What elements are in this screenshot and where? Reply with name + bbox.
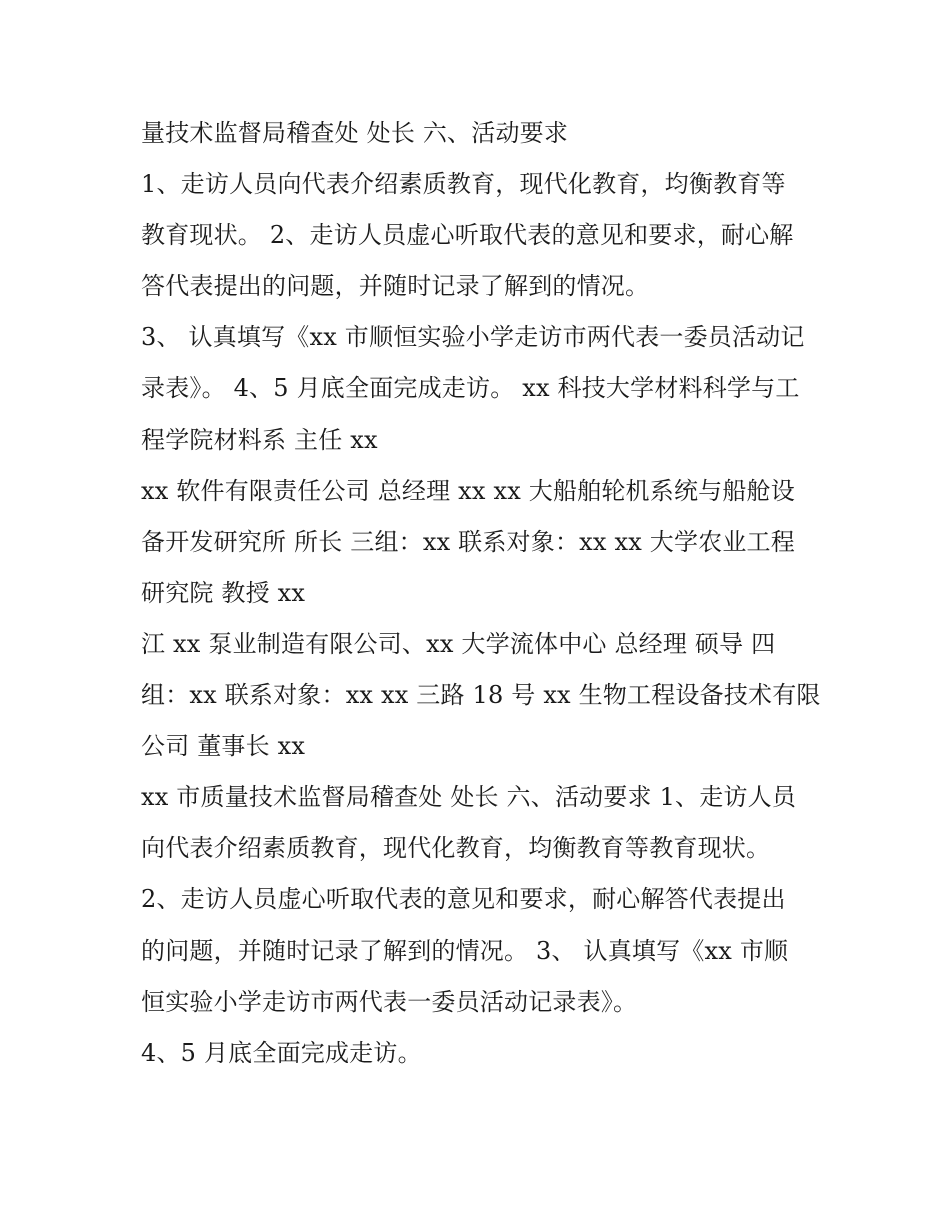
text-line: 量技术监督局稽查处 处长 六、活动要求 (141, 119, 569, 147)
text-line: 4、5 月底全面完成走访。 (141, 1038, 422, 1067)
text-line: 研究院 教授 xx (141, 578, 306, 607)
text-line: 程学院材料系 主任 xx (141, 425, 378, 454)
text-line: 2、走访人员虚心听取代表的意见和要求，耐心解答代表提出 (141, 885, 786, 914)
text-line: 备开发研究所 所长 三组：xx 联系对象：xx xx 大学农业工程 (141, 527, 795, 556)
text-line: xx 软件有限责任公司 总经理 xx xx 大船舶轮机系统与船舱设 (141, 476, 795, 505)
document-body (141, 108, 821, 1079)
text-line: 组：xx 联系对象：xx xx 三路 18 号 xx 生物工程设备技术有限 (141, 681, 821, 710)
text-line: 1、走访人员向代表介绍素质教育，现代化教育，均衡教育等 (141, 170, 786, 199)
text-line: 恒实验小学走访市两代表一委员活动记录表》。 (141, 987, 638, 1016)
text-line: 录表》。 4、5 月底全面完成走访。 xx 科技大学材料科学与工 (141, 374, 800, 403)
text-line: xx 市质量技术监督局稽查处 处长 六、活动要求 1、走访人员 (141, 783, 797, 812)
text-line: 公司 董事长 xx (141, 732, 306, 761)
text-line: 江 xx 泵业制造有限公司、xx 大学流体中心 总经理 硕导 四 (141, 629, 776, 658)
text-line: 的问题，并随时记录了解到的情况。 3、 认真填写《xx 市顺 (141, 936, 789, 965)
text-line: 教育现状。 2、走访人员虚心听取代表的意见和要求，耐心解 (141, 221, 794, 250)
text-line: 3、 认真填写《xx 市顺恒实验小学走访市两代表一委员活动记 (141, 323, 805, 352)
text-line: 答代表提出的问题，并随时记录了解到的情况。 (141, 272, 650, 301)
text-line: 向代表介绍素质教育，现代化教育，均衡教育等教育现状。 (141, 834, 771, 863)
